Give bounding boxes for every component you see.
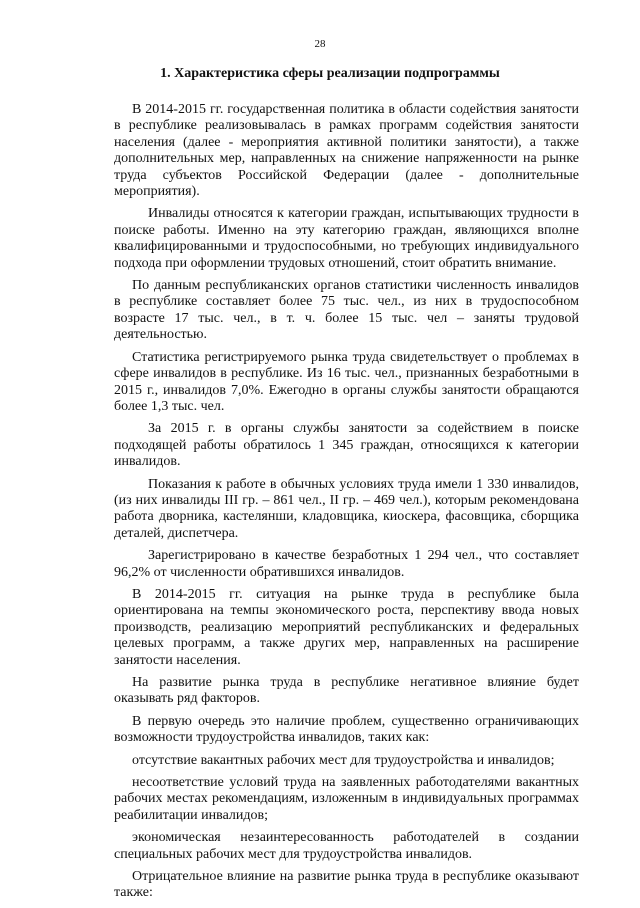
paragraph: Статистика регистрируемого рынка труда свидетельствует о проблемах в сфере инвалидов в республике. Из 16 тыс. чел., признанных безработными в 2015 г., инвалидов 7,0%. Ежегодно в органы службы занятости обращаются более 1,3 тыс. чел.	[114, 349, 579, 414]
paragraph: В 2014-2015 гг. ситуация на рынке труда в республике была ориентирована на темпы экономического роста, перспективу ввода новых производств, реализацию мероприятий республиканских и федеральных целевых программ, а также других мер, направленных на расширение занятости населения.	[114, 586, 579, 668]
document-body	[114, 102, 579, 908]
section-heading: 1. Характеристика сферы реализации подпрограммы	[160, 66, 500, 81]
paragraph: Зарегистрировано в качестве безработных 1 294 чел., что составляет 96,2% от численности обратившихся инвалидов.	[114, 548, 579, 580]
list-item: экономическая незаинтересованность работодателей в создании специальных рабочих мест для трудоустройства инвалидов.	[114, 830, 579, 862]
paragraph: Показания к работе в обычных условиях труда имели 1 330 инвалидов, (из них инвалиды III гр. – 861 чел., II гр. – 469 чел.), которым рекомендована работа дворника, кастелянши, кладовщика, киоскера, фасовщика, сборщика деталей, диспетчера.	[114, 476, 579, 541]
paragraph: Инвалиды относятся к категории граждан, испытывающих трудности в поиске работы. Именно на эту категорию граждан, являющихся вполне квалифицированными и трудоспособными, но требующих индивидуального подхода при оформлении трудовых отношений, стоит обратить внимание.	[114, 206, 579, 271]
list-item: отсутствие вакантных рабочих мест для трудоустройства и инвалидов;	[132, 752, 555, 768]
paragraph: На развитие рынка труда в республике негативное влияние будет оказывать ряд факторов.	[114, 675, 579, 707]
paragraph: По данным республиканских органов статистики численность инвалидов в республике составляет более 75 тыс. чел., из них в трудоспособном возрасте 17 тыс. чел., в т. ч. более 15 тыс. чел – заняты трудовой деятельностью.	[114, 278, 579, 343]
paragraph: За 2015 г. в органы службы занятости за содействием в поиске подходящей работы обратилось 1 345 граждан, относящихся к категории инвалидов.	[114, 421, 579, 470]
list-item: несоответствие условий труда на заявленных работодателями вакантных рабочих местах рекомендациям, изложенным в индивидуальных программах реабилитации инвалидов;	[114, 775, 579, 823]
paragraph: Отрицательное влияние на развитие рынка труда в республике оказывают также:	[114, 869, 579, 901]
page-number: 28	[314, 38, 326, 50]
paragraph: В первую очередь это наличие проблем, существенно ограничивающих возможности трудоустройства инвалидов, таких как:	[114, 713, 579, 746]
paragraph: В 2014-2015 гг. государственная политика в области содействия занятости в республике реализовывалась в рамках программ содействия занятости населения (далее - мероприятия активной политики занятости), а также дополнительных мер, направленных на снижение напряженности на рынке труда субъектов Российской Федерации (далее - дополнительные мероприятия).	[114, 102, 579, 200]
